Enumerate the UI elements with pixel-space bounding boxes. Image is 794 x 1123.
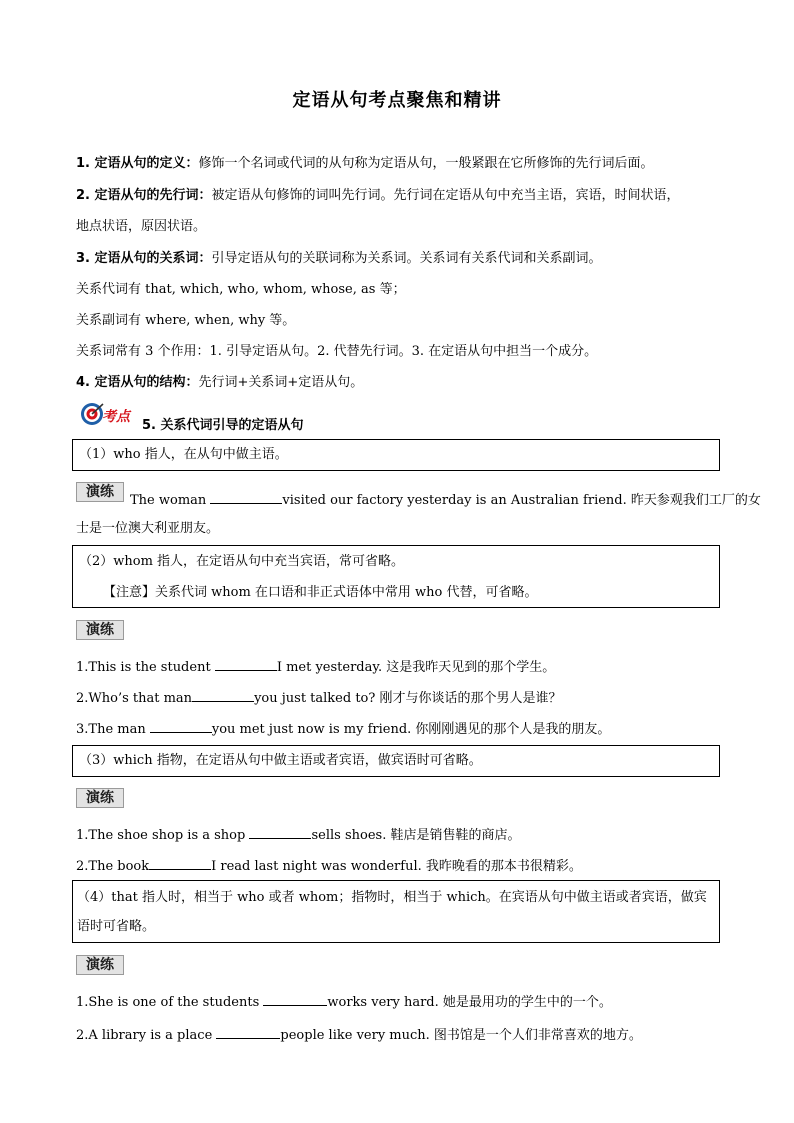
relative-adverbs-line: 关系副词有 where, when, why 等。	[76, 313, 296, 328]
example-text: 1.The shoe shop is a shop	[76, 828, 250, 843]
example-text: 2.Who’s that man	[76, 691, 193, 706]
section5-heading: 5. 关系代词引导的定语从句	[142, 418, 304, 433]
relative-word-text: 引导定语从句的关联词称为关系词。关系词有关系代词和关系副词。	[211, 251, 602, 266]
answer-blank[interactable]	[192, 687, 254, 702]
who-example-cont: 士是一位澳大利亚朋友。	[76, 521, 220, 536]
kaodian-label: 考点	[102, 409, 130, 425]
rule-box-which	[72, 745, 720, 777]
definition-text: 修饰一个名词或代词的从句称为定语从句，一般紧跟在它所修饰的先行词后面。	[198, 156, 654, 171]
rule-which-text: （3）which 指物，在定语从句中做主语或者宾语，做宾语时可省略。	[79, 753, 482, 768]
practice-label: 演练	[76, 788, 124, 808]
whom-example-3	[76, 718, 610, 740]
which-example-1	[76, 824, 520, 846]
structure-label: 4. 定语从句的结构：	[76, 375, 199, 390]
answer-blank[interactable]	[249, 824, 311, 839]
answer-blank[interactable]	[215, 656, 277, 671]
example-text: 2.The book	[76, 859, 150, 874]
structure-text: 先行词+关系词+定语从句。	[198, 375, 364, 390]
relative-word-label: 3. 定语从句的关系词：	[76, 251, 212, 266]
rule-who-text: （1）who 指人，在从句中做主语。	[79, 447, 288, 462]
definition-line	[76, 154, 654, 174]
example-text: I met yesterday. 这是我昨天见到的那个学生。	[276, 660, 556, 675]
rule-box-whom	[72, 545, 720, 608]
structure-line	[76, 373, 363, 393]
rule-box-that	[72, 880, 720, 943]
rule-box-who	[72, 439, 720, 471]
target-icon	[80, 402, 104, 426]
answer-blank[interactable]	[210, 489, 282, 504]
answer-blank[interactable]	[263, 991, 327, 1006]
definition-label: 1. 定语从句的定义：	[76, 156, 199, 171]
example-text: works very hard. 她是最用功的学生中的一个。	[327, 995, 612, 1010]
rule-whom-note: 【注意】关系代词 whom 在口语和非正式语体中常用 who 代替，可省略。	[103, 585, 538, 600]
example-text: 2.A library is a place	[76, 1028, 217, 1043]
that-example-1	[76, 991, 612, 1013]
antecedent-line	[76, 186, 680, 206]
who-example	[130, 489, 761, 511]
that-example-2	[76, 1024, 642, 1046]
antecedent-label: 2. 定语从句的先行词：	[76, 188, 212, 203]
whom-example-1	[76, 656, 555, 678]
practice-label: 演练	[76, 482, 124, 502]
relative-roles-line: 关系词常有 3 个作用：1. 引导定语从句。2. 代替先行词。3. 在定语从句中担当一个成分。	[76, 344, 598, 359]
answer-blank[interactable]	[150, 718, 212, 733]
example-text: 1.She is one of the students	[76, 995, 264, 1010]
who-example-b: visited our factory yesterday is an Australian friend. 昨天参观我们工厂的女	[282, 493, 761, 508]
who-example-a: The woman	[130, 493, 211, 508]
relative-pronouns-line: 关系代词有 that, which, who, whom, whose, as 等；	[76, 282, 406, 297]
relative-word-line	[76, 249, 602, 269]
answer-blank[interactable]	[149, 855, 211, 870]
answer-blank[interactable]	[216, 1024, 280, 1039]
rule-that-cont: 语时可省略。	[77, 919, 156, 934]
example-text: you met just now is my friend. 你刚刚遇见的那个人是我的朋友。	[211, 722, 611, 737]
which-example-2	[76, 855, 582, 877]
practice-label: 演练	[76, 955, 124, 975]
antecedent-text: 被定语从句修饰的词叫先行词。先行词在定语从句中充当主语，宾语，时间状语，	[211, 188, 680, 203]
kaodian-badge	[80, 402, 150, 428]
example-text: 1.This is the student	[76, 660, 215, 675]
example-text: people like very much. 图书馆是一个人们非常喜欢的地方。	[280, 1028, 642, 1043]
antecedent-cont: 地点状语，原因状语。	[76, 219, 207, 234]
example-text: I read last night was wonderful. 我昨晚看的那本书很精彩。	[211, 859, 582, 874]
example-text: sells shoes. 鞋店是销售鞋的商店。	[311, 828, 521, 843]
whom-example-2	[76, 687, 561, 709]
rule-that-text: （4）that 指人时，相当于 who 或者 whom；指物时，相当于 which。在宾语从句中做主语或者宾语，做宾	[77, 890, 707, 905]
practice-label: 演练	[76, 620, 124, 640]
example-text: you just talked to? 刚才与你谈话的那个男人是谁？	[254, 691, 562, 706]
example-text: 3.The man	[76, 722, 150, 737]
rule-whom-text: （2）whom 指人，在定语从句中充当宾语，常可省略。	[79, 554, 405, 569]
page-title: 定语从句考点聚焦和精讲	[292, 90, 502, 111]
